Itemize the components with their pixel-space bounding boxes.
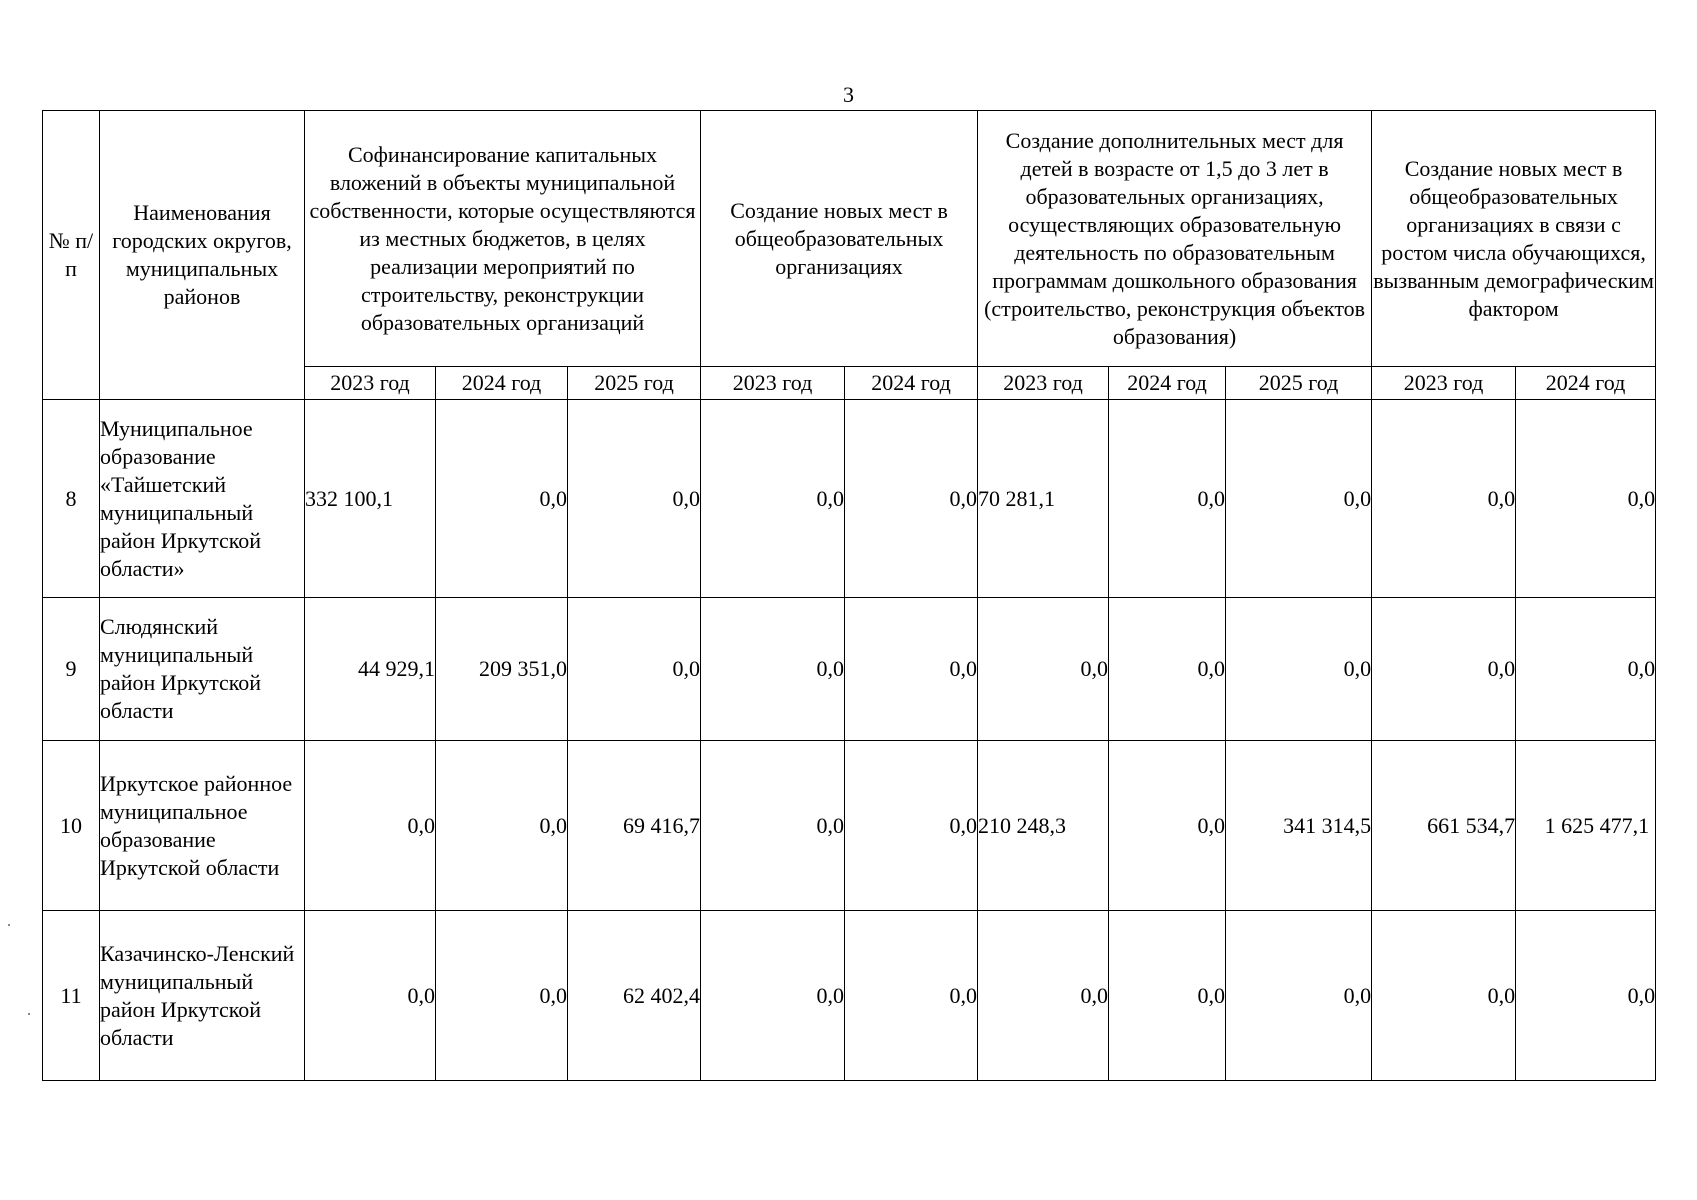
municipality-name: Иркутское районное муниципальное образование Иркутской области: [100, 741, 305, 911]
header-row-groups: [43, 111, 1656, 367]
value-cell: 0,0: [1109, 741, 1226, 911]
value-cell: 0,0: [978, 598, 1109, 741]
value-cell: 0,0: [845, 741, 978, 911]
municipality-name: Казачинско-Ленский муниципальный район Иркутской области: [100, 911, 305, 1081]
row-number: 11: [43, 911, 100, 1081]
value-cell: 0,0: [1109, 400, 1226, 598]
value-cell: 0,0: [845, 400, 978, 598]
value-cell: 661 534,7: [1372, 741, 1516, 911]
header-new-school-places: Создание новых мест в общеобразовательных организациях: [701, 111, 978, 367]
municipality-name: Муниципальное образование «Тайшетский муниципальный район Иркутской области»: [100, 400, 305, 598]
value-cell: 69 416,7: [568, 741, 701, 911]
year-header: 2025 год: [1226, 367, 1372, 400]
value-cell: 70 281,1: [978, 400, 1109, 598]
value-cell: 0,0: [701, 911, 845, 1081]
municipality-name: Слюдянский муниципальный район Иркутской области: [100, 598, 305, 741]
value-cell: 0,0: [1516, 911, 1656, 1081]
page-number: 3: [843, 82, 854, 107]
row-number: 9: [43, 598, 100, 741]
table-row: [43, 911, 1656, 1081]
header-demographic-places: Создание новых мест в общеобразовательных организациях в связи с ростом числа обучающихся, вызванным демографическим фактором: [1372, 111, 1656, 367]
value-cell: 0,0: [436, 741, 568, 911]
header-name: Наименования городских округов, муниципальных районов: [100, 111, 305, 400]
value-cell: 0,0: [701, 400, 845, 598]
year-header: 2023 год: [701, 367, 845, 400]
value-cell: 0,0: [701, 598, 845, 741]
year-header: 2023 год: [305, 367, 436, 400]
value-cell: 0,0: [1226, 400, 1372, 598]
value-cell: 0,0: [436, 400, 568, 598]
value-cell: 0,0: [845, 911, 978, 1081]
value-cell: 332 100,1: [305, 400, 436, 598]
year-header: 2024 год: [1109, 367, 1226, 400]
year-header: 2024 год: [436, 367, 568, 400]
financing-table: [42, 110, 1656, 1081]
row-number: 10: [43, 741, 100, 911]
value-cell: 0,0: [305, 911, 436, 1081]
value-cell: 0,0: [568, 400, 701, 598]
value-cell: 0,0: [436, 911, 568, 1081]
value-cell: 44 929,1: [305, 598, 436, 741]
value-cell: 0,0: [978, 911, 1109, 1081]
year-header: 2025 год: [568, 367, 701, 400]
value-cell: 0,0: [1372, 400, 1516, 598]
value-cell: 210 248,3: [978, 741, 1109, 911]
value-cell: 1 625 477,1: [1516, 741, 1656, 911]
header-number: № п/п: [43, 111, 100, 400]
table-row: [43, 400, 1656, 598]
year-header: 2024 год: [845, 367, 978, 400]
value-cell: 0,0: [1226, 911, 1372, 1081]
year-header: 2023 год: [978, 367, 1109, 400]
value-cell: 0,0: [701, 741, 845, 911]
value-cell: 0,0: [568, 598, 701, 741]
value-cell: 0,0: [1109, 911, 1226, 1081]
value-cell: 0,0: [845, 598, 978, 741]
value-cell: 62 402,4: [568, 911, 701, 1081]
value-cell: 0,0: [1372, 911, 1516, 1081]
value-cell: 341 314,5: [1226, 741, 1372, 911]
header-preschool-places: Создание дополнительных мест для детей в возрасте от 1,5 до 3 лет в образовательных организациях, осуществляющих образовательную деятельность по образовательным программам дошкольного образования (строительство, реконструкция объектов образования): [978, 111, 1372, 367]
value-cell: 0,0: [1226, 598, 1372, 741]
scan-speck: [28, 1013, 30, 1015]
scan-speck: [8, 924, 10, 926]
year-header: 2023 год: [1372, 367, 1516, 400]
year-header: 2024 год: [1516, 367, 1656, 400]
value-cell: 0,0: [305, 741, 436, 911]
value-cell: 0,0: [1516, 598, 1656, 741]
value-cell: 209 351,0: [436, 598, 568, 741]
value-cell: 0,0: [1109, 598, 1226, 741]
value-cell: 0,0: [1372, 598, 1516, 741]
header-cofinancing: Софинансирование капитальных вложений в объекты муниципальной собственности, которые осуществляются из местных бюджетов, в целях реализации мероприятий по строительству, реконструкции образовательных организаций: [305, 111, 701, 367]
table-row: [43, 741, 1656, 911]
value-cell: 0,0: [1516, 400, 1656, 598]
row-number: 8: [43, 400, 100, 598]
table-row: [43, 598, 1656, 741]
